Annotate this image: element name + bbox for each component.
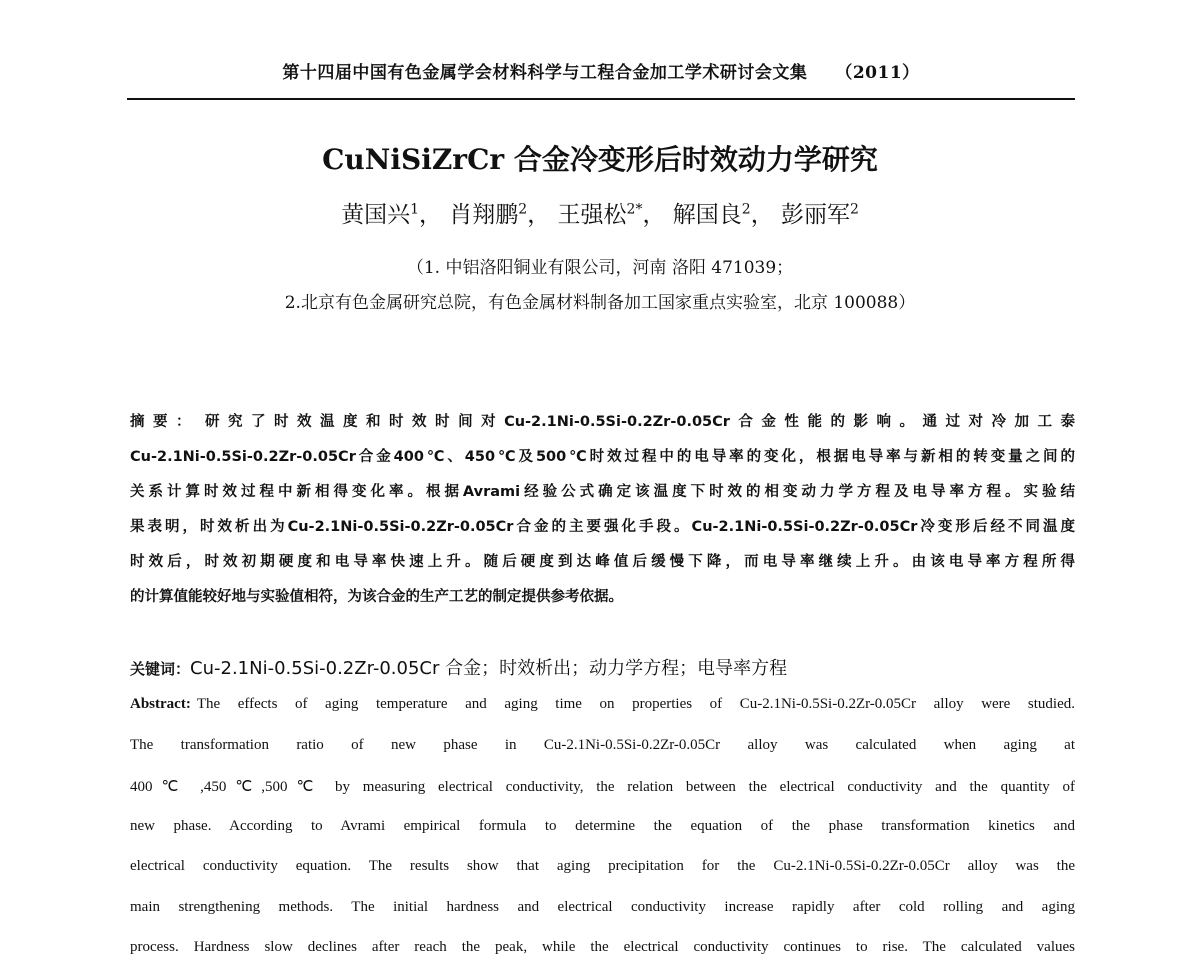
abstract-line	[130, 550, 1075, 571]
running-header	[127, 58, 1075, 83]
author	[558, 202, 643, 228]
abstract-line	[130, 899, 1075, 916]
author-affiliation-mark: 2	[741, 201, 751, 218]
author-name: 解国良	[672, 202, 742, 228]
author-affiliation-mark: 1	[410, 201, 419, 218]
abstract-text: Cu-2.1Ni-0.5Si-0.2Zr-0.05Cr合金400℃、450℃及500℃时效过程中的电导率的变化，根据电导率与新相的转变量之间的	[130, 449, 1075, 465]
abstract-text: new phase. According to Avrami empirical formula to determine the equation of the phase transformation kinetics and	[130, 817, 1075, 834]
proceedings-year: （2011）	[835, 63, 920, 83]
abstract-text: The transformation ratio of new phase in Cu-2.1Ni-0.5Si-0.2Zr-0.05Cr alloy was calculated when aging at	[130, 736, 1075, 753]
abstract-text: electrical conductivity equation. The results show that aging precipitation for the Cu-2.1Ni-0.5Si-0.2Zr-0.05Cr alloy was the	[130, 858, 1075, 874]
abstract-line	[130, 818, 1075, 835]
abstract-text: The effects of aging temperature and aging time on properties of Cu-2.1Ni-0.5Si-0.2Zr-0.05Cr alloy were studied.	[196, 696, 1075, 712]
abstract-text: process. Hardness slow declines after reach the peak, while the electrical conductivity continues to rise. The calculated values	[130, 939, 1075, 955]
author	[341, 202, 419, 228]
keywords	[130, 654, 787, 680]
abstract-label: 摘要：	[130, 414, 200, 430]
abstract-line	[130, 515, 1075, 536]
author-affiliation-mark: 2	[850, 201, 859, 218]
abstract-line	[130, 858, 1075, 875]
abstract-text: 果表明，时效析出为Cu-2.1Ni-0.5Si-0.2Zr-0.05Cr合金的主要强化手段。Cu-2.1Ni-0.5Si-0.2Zr-0.05Cr冷变形后经不同温度	[130, 519, 1075, 535]
abstract-line	[130, 445, 1075, 466]
author-affiliation-mark: 2	[518, 201, 528, 218]
affiliation-1: （1. 中铝洛阳铜业有限公司，河南 洛阳 471039；	[406, 258, 794, 278]
abstract-line	[130, 737, 1075, 754]
paper-title: CuNiSiZrCr 合金冷变形后时效动力学研究	[322, 143, 878, 176]
abstract-text: main strengthening methods. The initial hardness and electrical conductivity increase rapidly after cold rolling and aging	[130, 898, 1075, 915]
abstract-line	[130, 696, 1075, 713]
author-name: 肖翔鹏	[449, 202, 519, 228]
abstract-text: 关系计算时效过程中新相得变化率。根据Avrami经验公式确定该温度下时效的相变动力学方程及电导率方程。实验结	[130, 484, 1075, 500]
abstract-line	[130, 585, 1075, 606]
header-rule	[127, 98, 1075, 100]
author-name: 彭丽军	[781, 202, 850, 228]
abstract-line	[130, 777, 1075, 796]
abstract-line	[130, 480, 1075, 501]
author	[449, 202, 527, 228]
affiliation-2: 2.北京有色金属研究总院，有色金属材料制备加工国家重点实验室，北京 100088）	[284, 293, 916, 313]
author-name: 黄国兴	[341, 202, 411, 228]
author-affiliation-mark: 2*	[626, 201, 643, 218]
abstract-line	[130, 939, 1075, 956]
author	[673, 202, 751, 228]
author-list: 黄国兴$^1$， 肖翔鹏$^2$， 王强松$^{2*}$， 解国良$^2$， 彭丽军$^2$	[341, 201, 859, 228]
abstract-text: 400℃ ,450℃,500℃ by measuring electrical conductivity, the relation between the electrical conductivity and the quantity of	[130, 779, 1075, 795]
author	[781, 202, 859, 228]
author-name: 王强松	[557, 202, 627, 228]
keywords-label: 关键词：	[130, 660, 191, 678]
abstract-line	[130, 410, 1075, 431]
abstract-text: 研究了时效温度和时效时间对Cu-2.1Ni-0.5Si-0.2Zr-0.05Cr合金性能的影响。通过对冷加工泰	[205, 414, 1075, 430]
abstract-text: 的计算值能较好地与实验值相符，为该合金的生产工艺的制定提供参考依据。	[130, 589, 623, 605]
abstract-label: Abstract:	[130, 696, 191, 712]
abstract-text: 时效后，时效初期硬度和电导率快速上升。随后硬度到达峰值后缓慢下降，而电导率继续上升。由该电导率方程所得	[130, 554, 1075, 570]
keywords-text: Cu-2.1Ni-0.5Si-0.2Zr-0.05Cr 合金；时效析出；动力学方程；电导率方程	[190, 658, 788, 679]
proceedings-title: 第十四届中国有色金属学会材料科学与工程合金加工学术研讨会文集	[282, 63, 808, 83]
